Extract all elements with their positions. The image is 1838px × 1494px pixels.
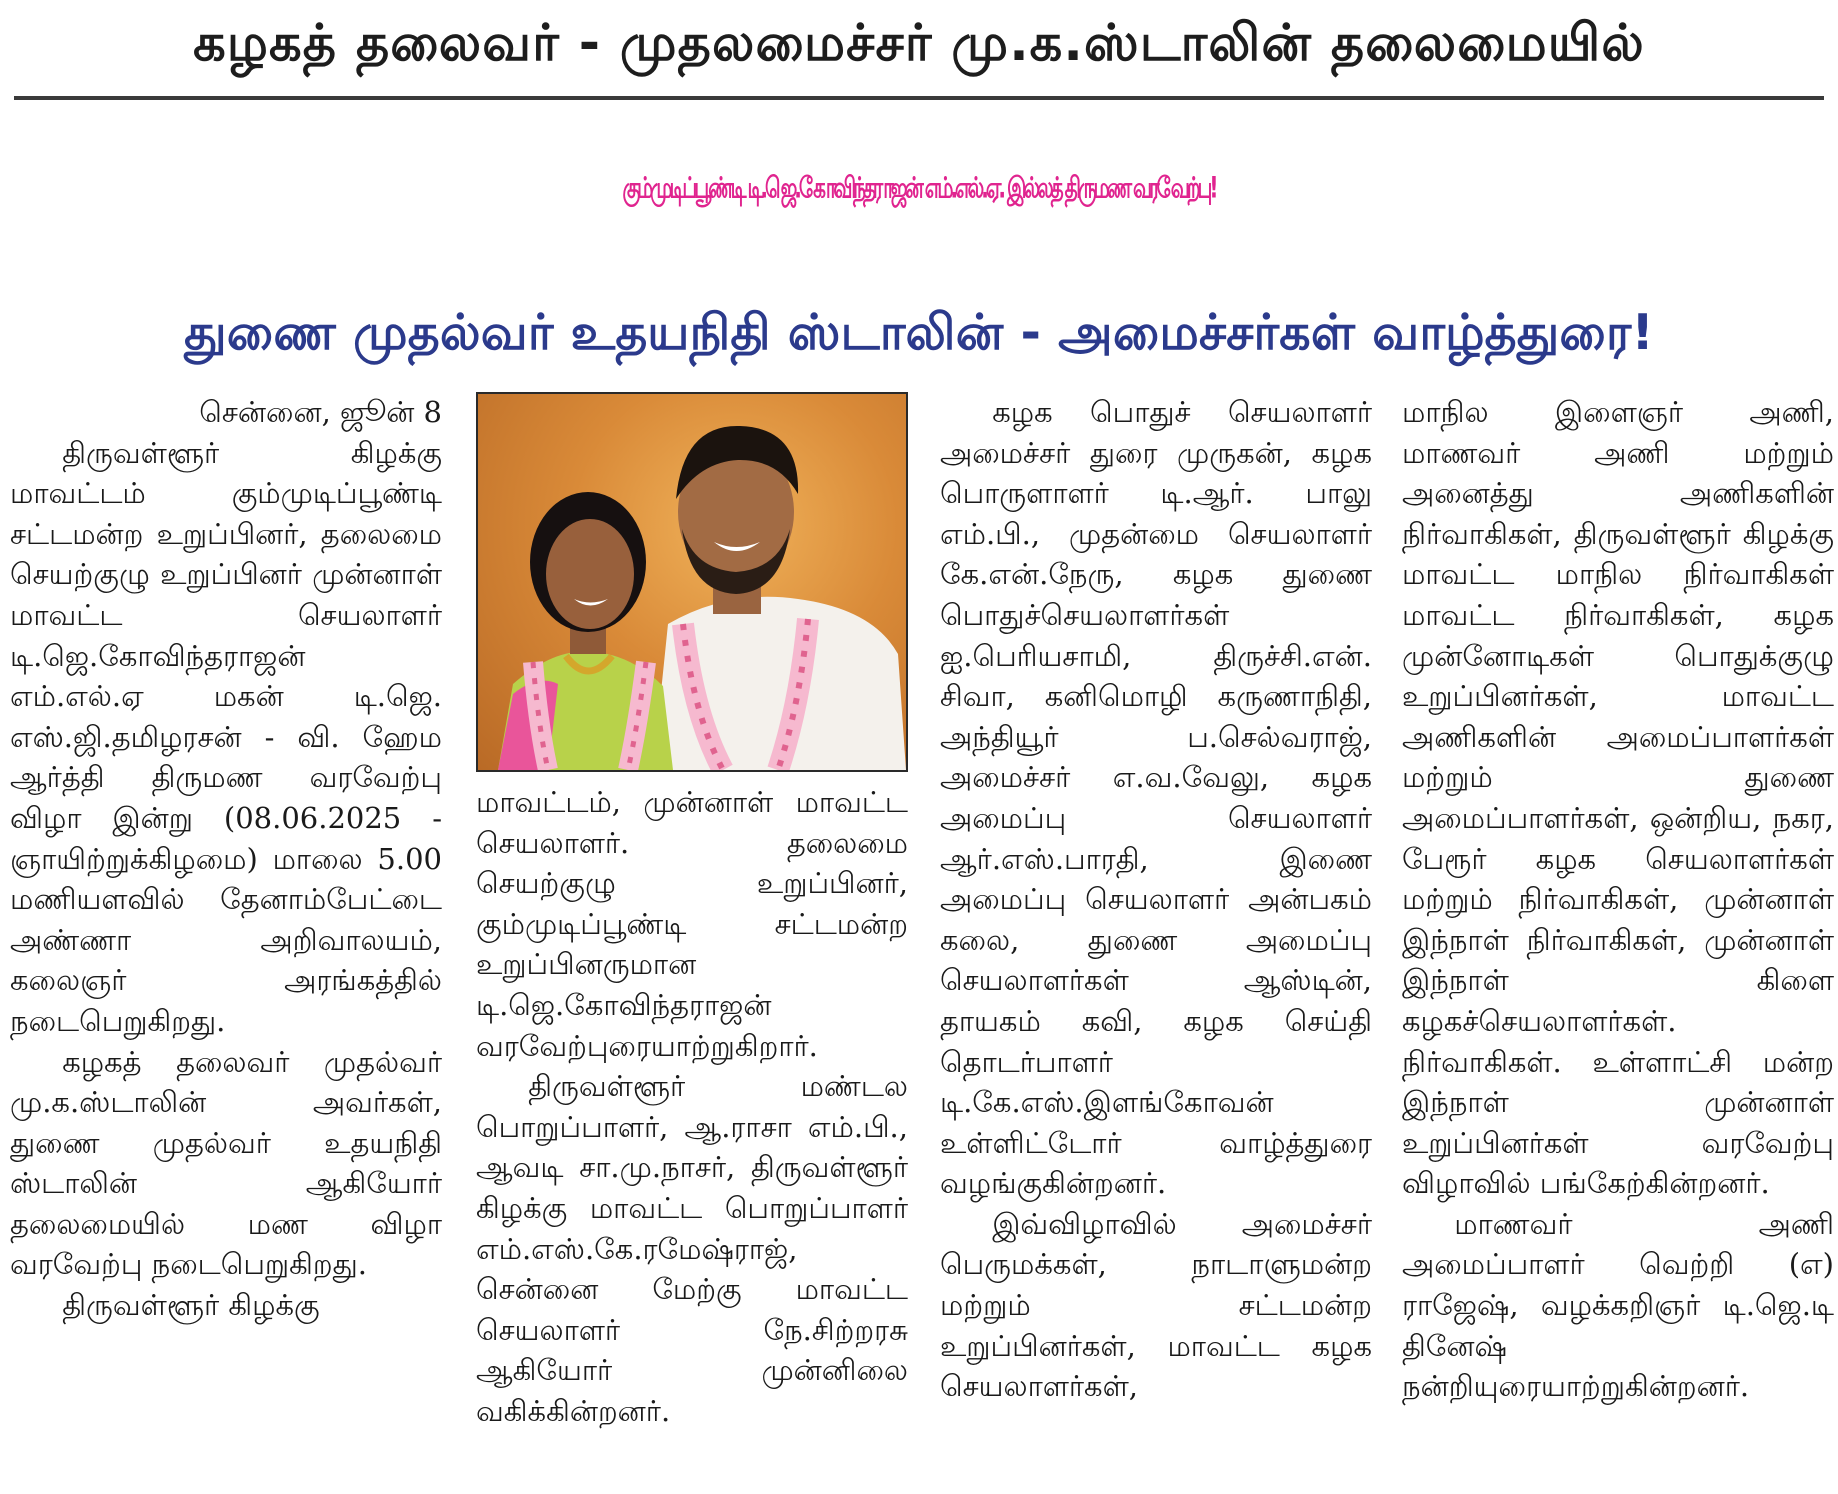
- paragraph: கழக பொதுச் செயலாளர் அமைச்சர் துரை முருகன், கழக பொருளாளர் டி.ஆர். பாலு எம்.பி., முதன்மை செயலாளர் கே.என்.நேரு, கழக துணை பொதுச்செயலாளர்கள் ஐ.பெரியசாமி, திருச்சி.என். சிவா, கனிமொழி கருணாநிதி, அந்தியூர் ப.செல்வராஜ், அமைச்சர் எ.வ.வேலு, கழக அமைப்பு செயலாளர் ஆர்.எஸ்.பாரதி, இணை அமைப்பு செயலாளர் அன்பகம் கலை, துணை அமைப்பு செயலாளர்கள் ஆஸ்டின், தாயகம் கவி, கழக செய்தி தொடர்பாளர் டி.கே.எஸ்.இளங்கோவன் உள்ளிட்டோர் வாழ்த்துரை வழங்குகின்றனர்.: [940, 395, 1372, 1201]
- article-column-2: [476, 782, 908, 1494]
- couple-photo: [476, 392, 908, 772]
- couple-illustration: [478, 394, 906, 770]
- article-column-3: [940, 392, 1372, 1494]
- article-column-4: [1402, 392, 1834, 1494]
- article-column-1: [10, 392, 442, 1494]
- paragraph: மாவட்டம், முன்னாள் மாவட்ட செயலாளர். தலைமை செயற்குழு உறுப்பினர், கும்முடிப்பூண்டி சட்டமன்ற உறுப்பினருமான டி.ஜெ.கோவிந்தராஜன் வரவேற்புரையாற்றுகிறார்.: [476, 785, 908, 1063]
- kicker-line: கழகத் தலைவர் - முதலமைச்சர் மு.க.ஸ்டாலின் தலைமையில்: [193, 13, 1645, 73]
- paragraph: கழகத் தலைவர் முதல்வர் மு.க.ஸ்டாலின் அவர்கள், துணை முதல்வர் உதயநிதி ஸ்டாலின் ஆகியோர் தலைமையில் மண விழா வரவேற்பு நடைபெறுகிறது.: [10, 1044, 442, 1282]
- subheadline: துணை முதல்வர் உதயநிதி ஸ்டாலின் - அமைச்சர்கள் வாழ்த்துரை!: [184, 302, 1654, 361]
- paragraph: மாநில இளைஞர் அணி, மாணவர் அணி மற்றும் அனைத்து அணிகளின் நிர்வாகிகள், திருவள்ளூர் கிழக்கு மாவட்ட மாநில நிர்வாகிகள் மாவட்ட நிர்வாகிகள், கழக முன்னோடிகள் பொதுக்குழு உறுப்பினர்கள், மாவட்ட அணிகளின் அமைப்பாளர்கள் மற்றும் துணை அமைப்பாளர்கள், ஒன்றிய, நகர, பேரூர் கழக செயலாளர்கள் மற்றும் நிர்வாகிகள், முன்னாள் இந்நாள் நிர்வாகிகள், முன்னாள் இந்நாள் கிளை கழகச்செயலாளர்கள். நிர்வாகிகள். உள்ளாட்சி மன்ற இந்நாள் முன்னாள் உறுப்பினர்கள் வரவேற்பு விழாவில் பங்கேற்கின்றனர்.: [1402, 395, 1834, 1201]
- paragraph: திருவள்ளூர் கிழக்கு மாவட்டம் கும்முடிப்பூண்டி சட்டமன்ற உறுப்பினர், தலைமை செயற்குழு உறுப்பினர் முன்னாள் மாவட்ட செயலாளர் டி.ஜெ.கோவிந்தராஜன் எம்.எல்.ஏ மகன் டி.ஜெ. எஸ்.ஜி.தமிழரசன் - வி. ஹேம ஆர்த்தி திருமண வரவேற்பு விழா இன்று (08.06.2025 - ஞாயிற்றுக்கிழமை) மாலை 5.00 மணியளவில் தேனாம்பேட்டை அண்ணா அறிவாலயம், கலைஞர் அரங்கத்தில் நடைபெறுகிறது.: [10, 435, 442, 1038]
- paragraph: திருவள்ளூர் கிழக்கு: [62, 1288, 320, 1323]
- paragraph: மாணவர் அணி அமைப்பாளர் வெற்றி (எ) ராஜேஷ், வழக்கறிஞர் டி.ஜெ.டி தினேஷ் நன்றியுரையாற்றுகின்றனர்.: [1402, 1206, 1834, 1404]
- dateline: சென்னை, ஜூன் 8: [199, 395, 442, 429]
- paragraph: திருவள்ளூர் மண்டல பொறுப்பாளர், ஆ.ராசா எம்.பி., ஆவடி சா.மு.நாசர், திருவள்ளூர் கிழக்கு மாவட்ட பொறுப்பாளர் எம்.எஸ்.கே.ரமேஷ்ராஜ், சென்னை மேற்கு மாவட்ட செயலாளர் நே.சிற்றரசு ஆகியோர் முன்னிலை வகிக்கின்றனர்.: [476, 1069, 908, 1428]
- paragraph: இவ்விழாவில் அமைச்சர் பெருமக்கள், நாடாளுமன்ற மற்றும் சட்டமன்ற உறுப்பினர்கள், மாவட்ட கழக செயலாளர்கள்,: [940, 1206, 1372, 1404]
- headline: கும்முடிப்பூண்டி டி.ஜெ.கோவிந்தராஜன் எம்.எல்.ஏ. இல்லத் திருமண வரவேற்பு!: [622, 169, 1216, 205]
